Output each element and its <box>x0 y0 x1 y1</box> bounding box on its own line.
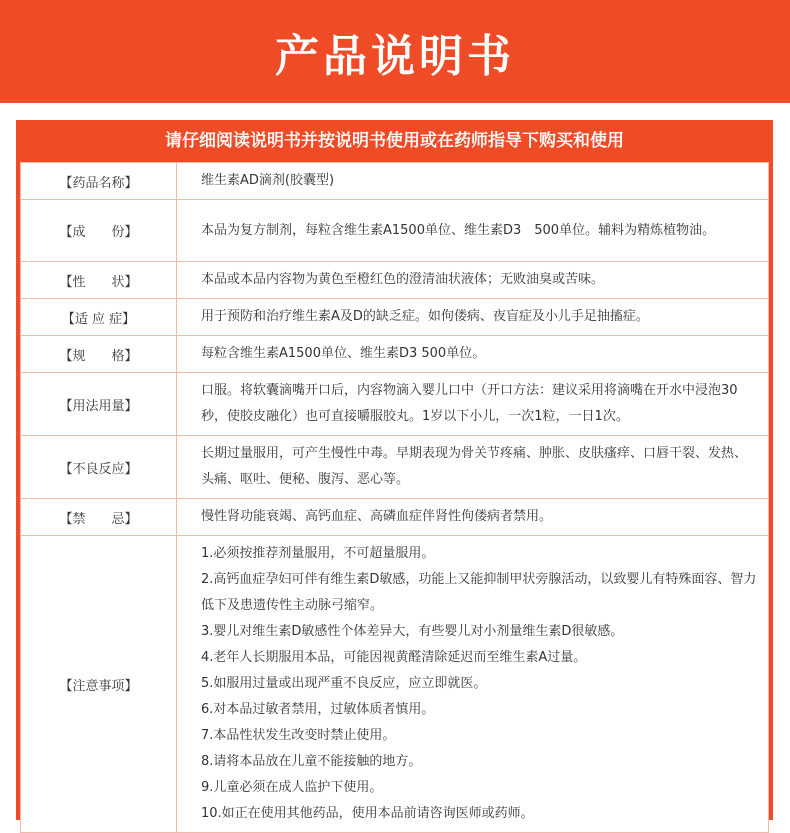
list-item: 9.儿童必须在成人监护下使用。 <box>201 780 383 795</box>
header-banner <box>0 0 790 103</box>
table-row <box>21 299 769 336</box>
table-row <box>21 499 769 536</box>
list-item: 1.必须按推荐剂量服用，不可超量服用。 <box>201 546 435 561</box>
list-item: 3.婴儿对维生素D敏感性个体差异大，有些婴儿对小剂量维生素D很敏感。 <box>201 624 624 639</box>
row-label: 【用法用量】 <box>21 373 177 436</box>
table-row <box>21 163 769 200</box>
list-item: 8.请将本品放在儿童不能接触的地方。 <box>201 754 422 769</box>
page-title: 产品说明书 <box>275 30 515 82</box>
row-value: 长期过量服用，可产生慢性中毒。早期表现为骨关节疼痛、肿胀、皮肤瘙痒、口唇干裂、发热、头痛、呕吐、便秘、腹泻、恶心等。 <box>177 436 769 499</box>
row-label: 【性 状】 <box>21 262 177 299</box>
table-row-notes <box>21 536 769 833</box>
row-label: 【规 格】 <box>21 336 177 373</box>
notice-text: 请仔细阅读说明书并按说明书使用或在药师指导下购买和使用 <box>165 131 624 151</box>
row-value: 慢性肾功能衰竭、高钙血症、高磷血症伴肾性佝偻病者禁用。 <box>177 499 769 536</box>
notes-value <box>177 536 769 833</box>
table-row <box>21 200 769 262</box>
row-value: 本品为复方制剂，每粒含维生素A1500单位、维生素D3 500单位。辅料为精炼植物油。 <box>177 200 769 262</box>
list-item: 5.如服用过量或出现严重不良反应，应立即就医。 <box>201 676 487 691</box>
row-label: 【不良反应】 <box>21 436 177 499</box>
notes-label: 【注意事项】 <box>21 536 177 833</box>
row-value: 本品或本品内容物为黄色至橙红色的澄清油状液体；无败油臭或苦味。 <box>177 262 769 299</box>
row-label: 【适 应 症】 <box>21 299 177 336</box>
instruction-card <box>16 120 773 820</box>
list-item: 4.老年人长期服用本品，可能因视黄醛清除延迟而至维生素A过量。 <box>201 650 587 665</box>
table-row <box>21 336 769 373</box>
row-value: 维生素AD滴剂(胶囊型) <box>177 163 769 200</box>
table-row <box>21 436 769 499</box>
table-row <box>21 262 769 299</box>
list-item: 10.如正在使用其他药品，使用本品前请咨询医师或药师。 <box>201 806 534 821</box>
notes-list <box>201 541 758 827</box>
row-label: 【药品名称】 <box>21 163 177 200</box>
list-item: 7.本品性状发生改变时禁止使用。 <box>201 728 396 743</box>
info-table <box>20 162 769 833</box>
list-item: 6.对本品过敏者禁用，过敏体质者慎用。 <box>201 702 435 717</box>
row-label: 【禁 忌】 <box>21 499 177 536</box>
list-item: 2.高钙血症孕妇可伴有维生素D敏感，功能上又能抑制甲状旁腺活动，以致婴儿有特殊面容、智力低下及患遗传性主动脉弓缩窄。 <box>201 572 757 613</box>
row-value: 用于预防和治疗维生素A及D的缺乏症。如佝偻病、夜盲症及小儿手足抽搐症。 <box>177 299 769 336</box>
table-row <box>21 373 769 436</box>
row-value: 每粒含维生素A1500单位、维生素D3 500单位。 <box>177 336 769 373</box>
row-label: 【成 份】 <box>21 200 177 262</box>
row-value: 口服。将软囊滴嘴开口后，内容物滴入婴儿口中（开口方法：建议采用将滴嘴在开水中浸泡30秒，使胶皮融化）也可直接嚼服胶丸。1岁以下小儿，一次1粒，一日1次。 <box>177 373 769 436</box>
